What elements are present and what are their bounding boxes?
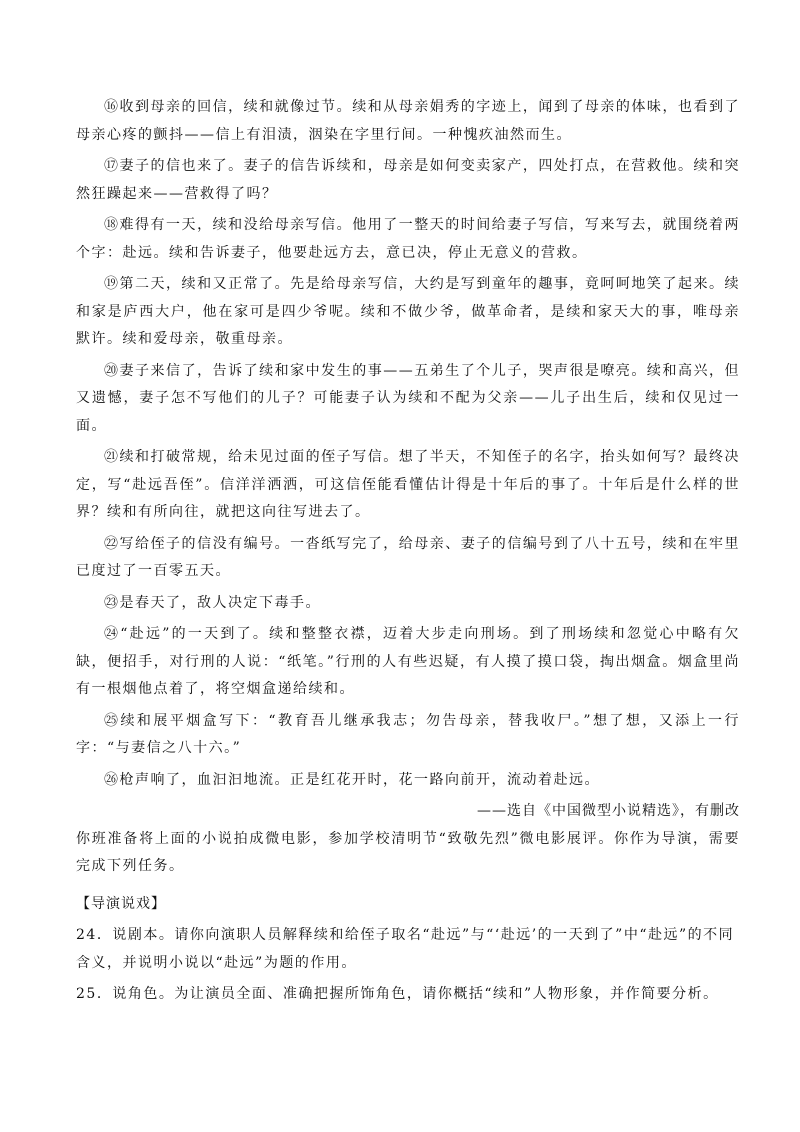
- section-heading: 【导演说戏】: [76, 895, 166, 912]
- task-intro: 你班准备将上面的小说拍成微电影，参加学校清明节“致敬先烈”微电影展评。你作为导演，需要完成下列任务。: [76, 830, 740, 874]
- paragraph-17: ⑰妻子的信也来了。妻子的信告诉续和，母亲是如何变卖家产，四处打点，在营救他。续和突然狂躁起来——营救得了吗？: [76, 158, 740, 202]
- source-citation: ——选自《中国微型小说精选》，有删改: [477, 803, 740, 819]
- paragraph-26: ㉖枪声响了，血汩汩地流。正是红花开时，花一路向前开，流动着赴远。: [104, 771, 600, 788]
- paragraph-25: ㉕续和展平烟盒写下：“教育吾儿继承我志；勿告母亲，替我收尸。”想了想，又添上一行字：“与妻信之八十六。”: [76, 712, 740, 756]
- paragraph-24: ㉔“赴远”的一天到了。续和整整衣襟，迈着大步走向刑场。到了刑场续和忽觉心中略有欠缺，便招手，对行刑的人说：“纸笔。”行刑的人有些迟疑，有人摸了摸口袋，掏出烟盒。烟盒里尚有一根烟他点着了，将空烟盒递给续和。: [76, 626, 740, 697]
- paragraph-16: ⑯收到母亲的回信，续和就像过节。续和从母亲娟秀的字迹上，闻到了母亲的体味，也看到了母亲心疼的颤抖——信上有泪渍，洇染在字里行间。一种愧疚油然而生。: [76, 99, 740, 143]
- paragraph-18: ⑱难得有一天，续和没给母亲写信。他用了一整天的时间给妻子写信，写来写去，就围绕着两个字：赴远。续和告诉妻子，他要赴远方去，意已决，停止无意义的营救。: [76, 217, 740, 261]
- paragraph-23: ㉓是春天了，敌人决定下毒手。: [104, 594, 321, 611]
- paragraph-19: ⑲第二天，续和又正常了。先是给母亲写信，大约是写到童年的趣事，竟呵呵地笑了起来。续和家是庐西大户，他在家可是四少爷呢。续和不做少爷，做革命者，是续和家天大的事，唯母亲默许。续和爱母亲，敬重母亲。: [76, 276, 740, 347]
- paragraph-21: ㉑续和打破常规，给未见过面的侄子写信。想了半天，不知侄子的名字，抬头如何写？最终决定，写“赴远吾侄”。信洋洋洒洒，可这信侄能看懂估计得是十年后的事了。十年后是什么样的世界？续和有所向往，就把这向往写进去了。: [76, 449, 740, 520]
- question-25: 25．说角色。为让演员全面、准确把握所饰角色，请你概括“续和”人物形象，并作简要分析。: [76, 986, 719, 1002]
- paragraph-20: ⑳妻子来信了，告诉了续和家中发生的事——五弟生了个儿子，哭声很是嘹亮。续和高兴，但又遗憾，妻子怎不写他们的儿子？可能妻子认为续和不配为父亲——儿子出生后，续和仅见过一面。: [76, 362, 740, 434]
- paragraph-22: ㉒写给侄子的信没有编号。一沓纸写完了，给母亲、妻子的信编号到了八十五号，续和在牢里已度过了一百零五天。: [76, 535, 740, 579]
- question-24: 24．说剧本。请你向演职人员解释续和给侄子取名“赴远”与“‘赴远’的一天到了”中“赴远”的不同含义，并说明小说以“赴远”为题的作用。: [76, 927, 735, 971]
